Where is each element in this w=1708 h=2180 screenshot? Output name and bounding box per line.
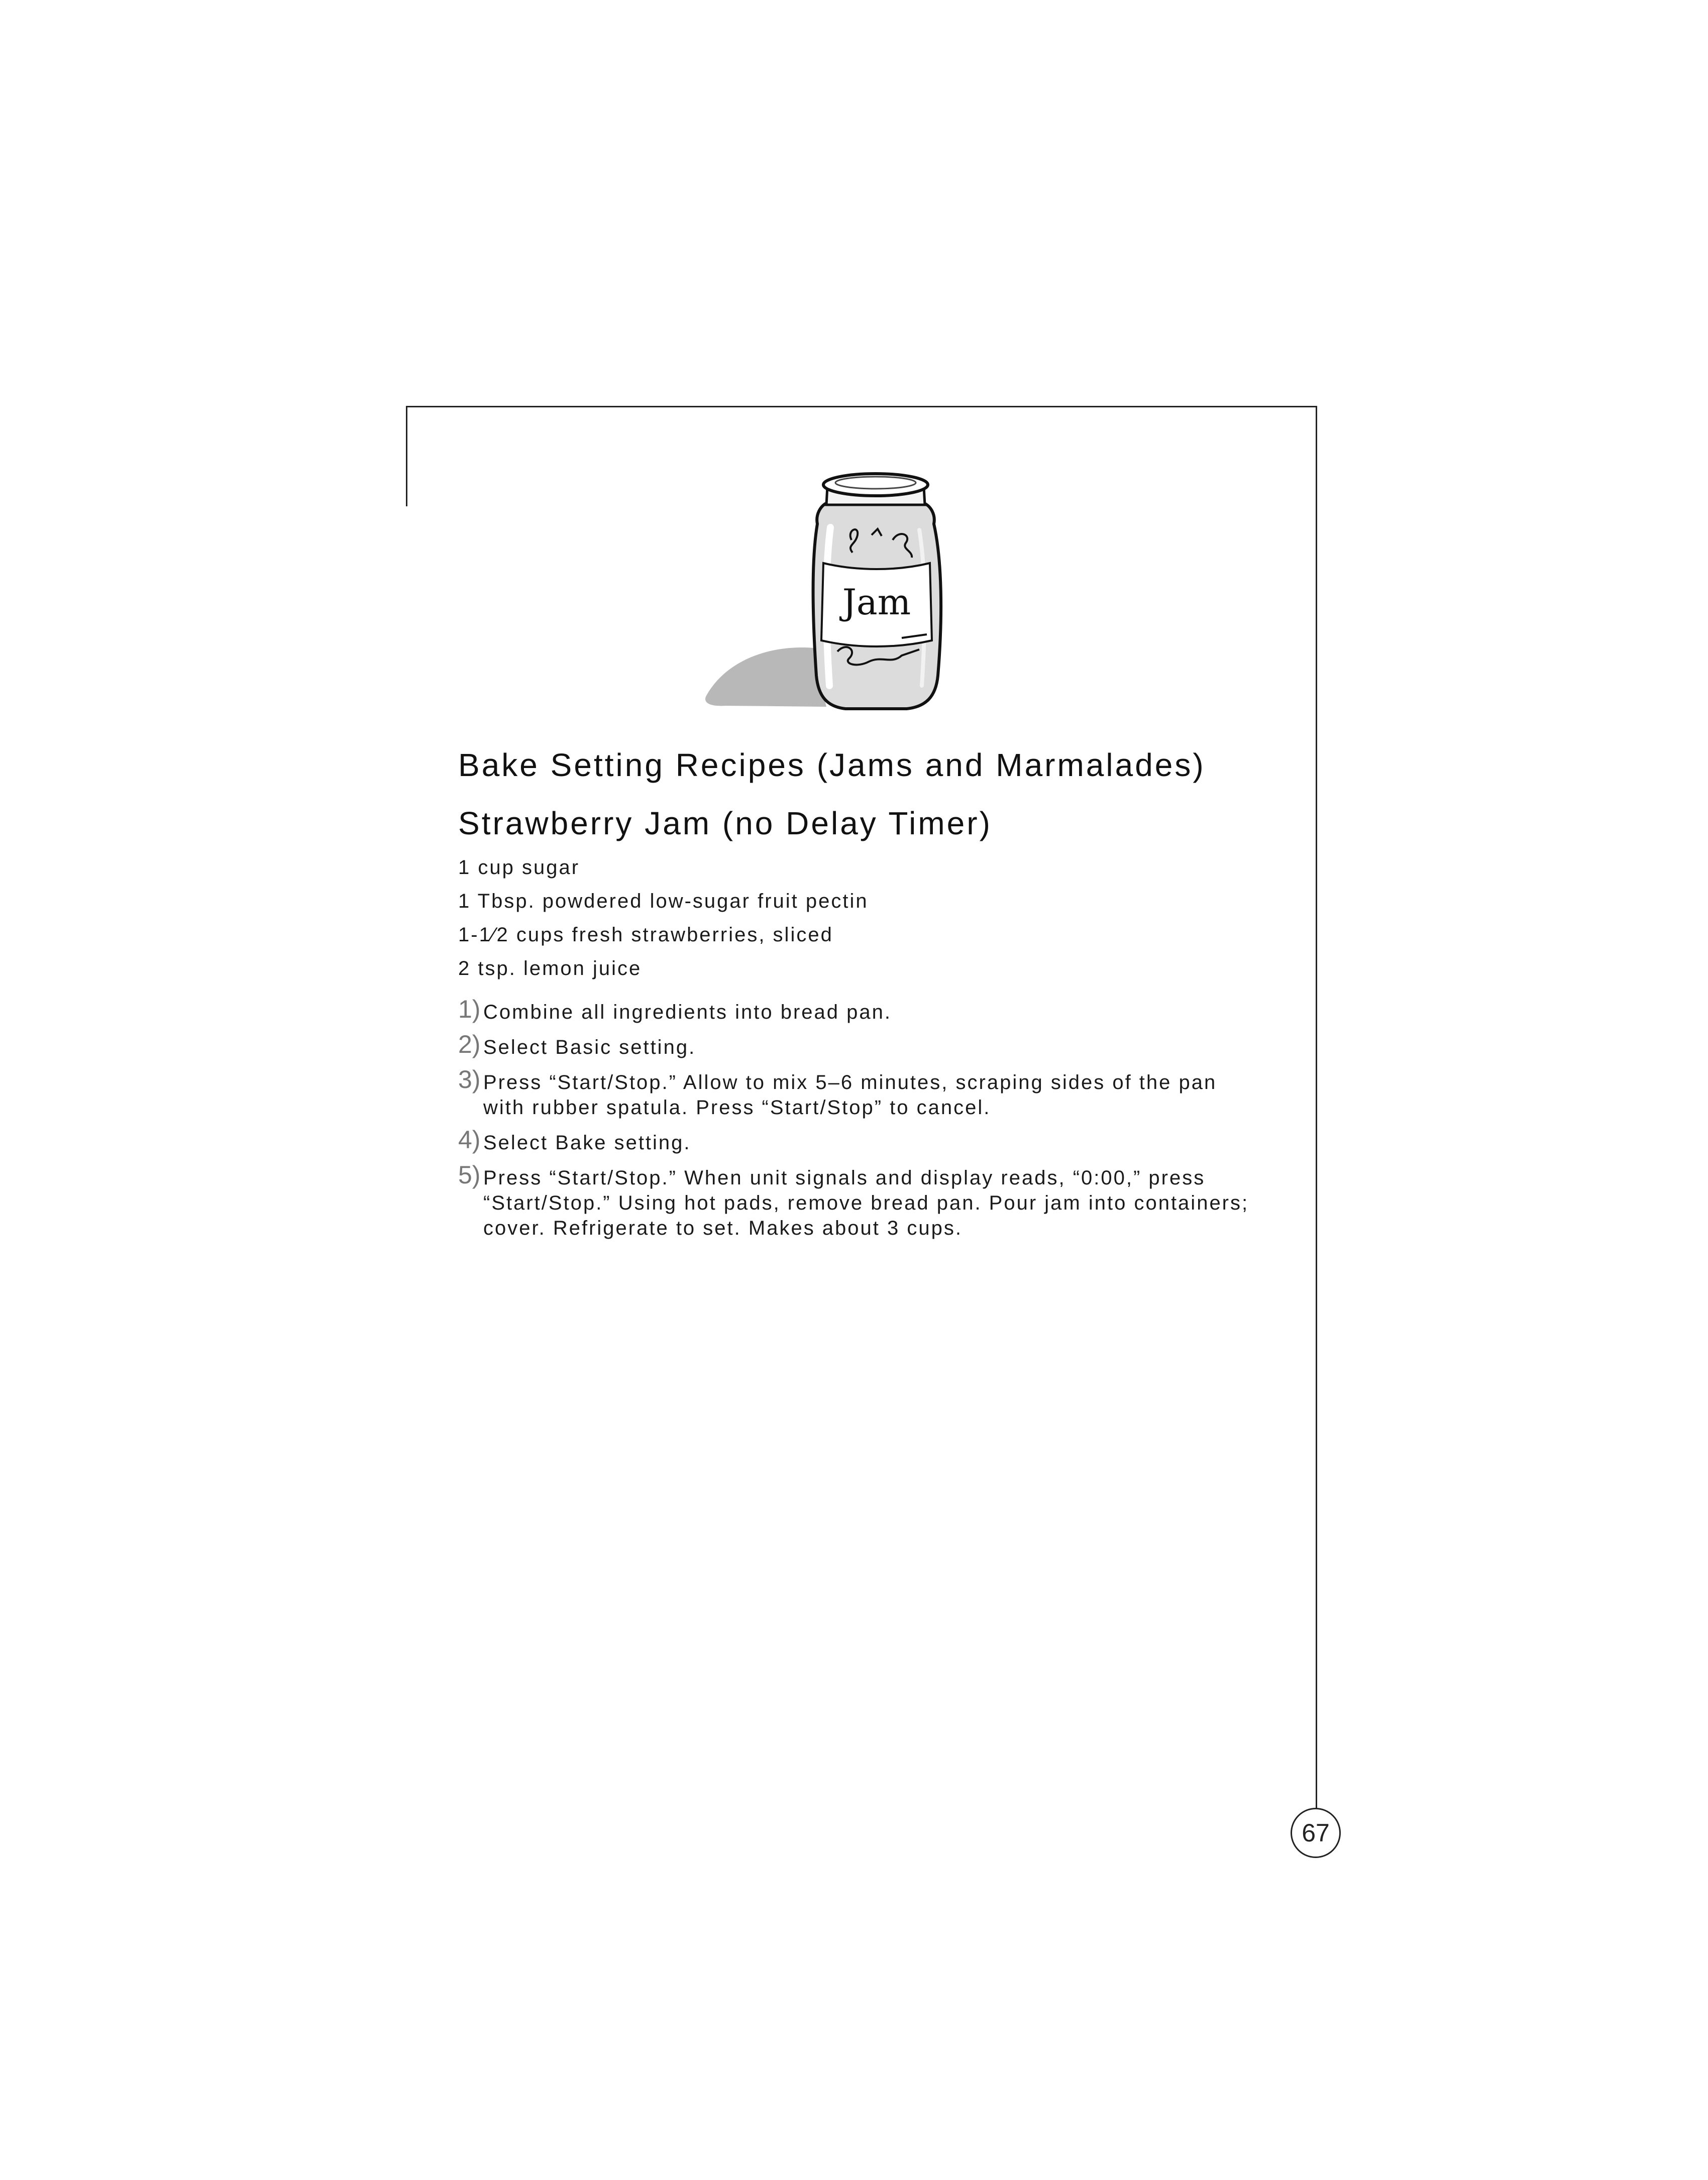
instruction-step	[458, 1161, 1262, 1241]
jam-jar-icon	[696, 465, 977, 716]
step-text: Select Bake setting.	[483, 1132, 691, 1154]
page-frame-right-rule	[1316, 406, 1317, 1812]
step-text: Select Basic setting.	[483, 1036, 696, 1058]
section-heading: Bake Setting Recipes (Jams and Marmalades)	[458, 747, 1206, 783]
instruction-step	[458, 995, 1262, 1025]
recipe-title: Strawberry Jam (no Delay Timer)	[458, 805, 992, 841]
ingredient-list	[458, 855, 869, 990]
ingredient-item: 1 Tbsp. powdered low-sugar fruit pectin	[458, 890, 869, 912]
instruction-step	[458, 1065, 1262, 1120]
step-number: 4)	[458, 1126, 481, 1154]
step-number: 5)	[458, 1161, 481, 1189]
step-number: 2)	[458, 1030, 481, 1058]
instruction-step	[458, 1030, 1262, 1060]
step-number: 1)	[458, 995, 481, 1023]
step-text: Press “Start/Stop.” Allow to mix 5–6 minutes, scraping sides of the pan with rubber spatula. Press “Start/Stop” to cancel.	[483, 1071, 1217, 1119]
jar-label-text: Jam	[842, 582, 911, 623]
step-text: Press “Start/Stop.” When unit signals and display reads, “0:00,” press “Start/Stop.” Using hot pads, remove bread pan. Pour jam into containers; cover. Refrigerate to set. Makes about 3 cups.	[483, 1167, 1249, 1239]
ingredient-item: 1-1⁄2 cups fresh strawberries, sliced	[458, 924, 833, 946]
page-frame-left-rule	[406, 406, 407, 506]
page-number-badge: 67	[1291, 1808, 1341, 1858]
page-frame-top-rule	[406, 406, 1317, 407]
ingredient-item: 1 cup sugar	[458, 856, 580, 879]
step-text: Combine all ingredients into bread pan.	[483, 1001, 892, 1023]
ingredient-item: 2 tsp. lemon juice	[458, 957, 642, 979]
instruction-step	[458, 1126, 1262, 1155]
instruction-steps	[458, 995, 1262, 1251]
step-number: 3)	[458, 1065, 481, 1094]
